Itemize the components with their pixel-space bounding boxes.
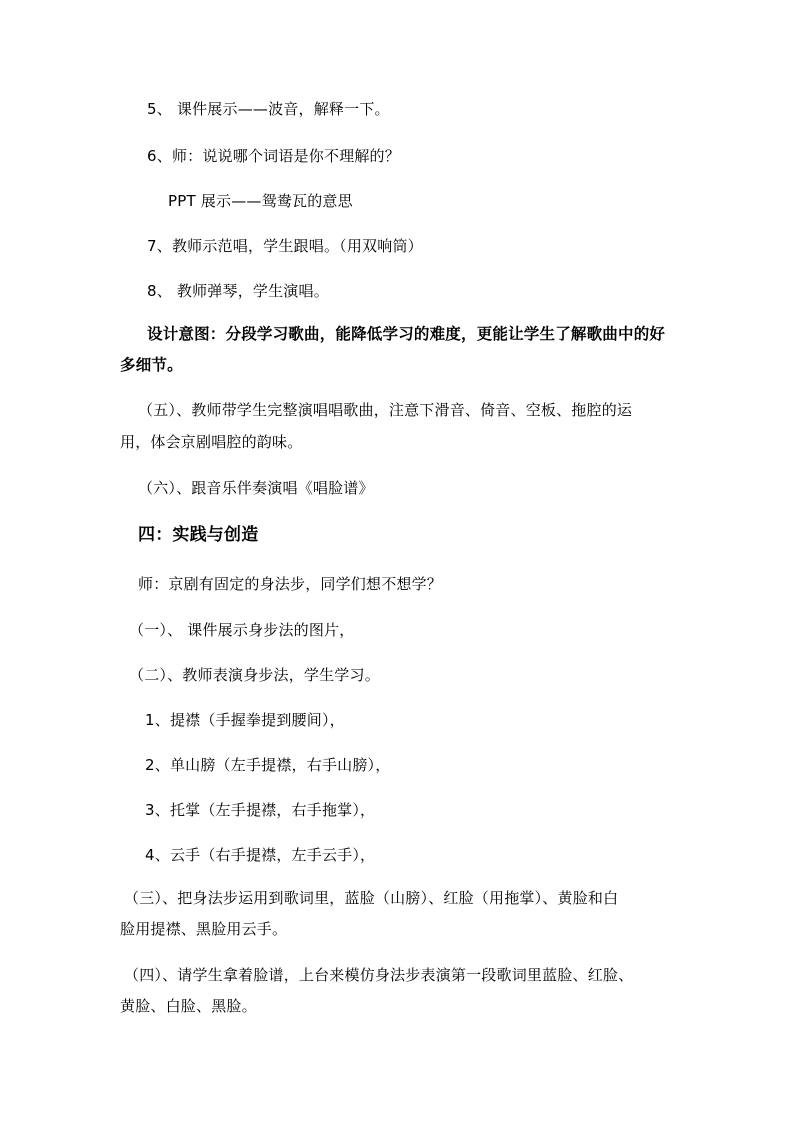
design-intent-line-2: 多细节。	[120, 356, 183, 374]
step-5-line: 5、 课件展示——波音，解释一下。	[147, 100, 390, 118]
sub-4-line-2: 黄脸、白脸、黑脸。	[120, 997, 257, 1015]
step-7-line: 7、教师示范唱，学生跟唱。（用双响筒）	[147, 237, 423, 255]
section-heading: 四：实践与创造	[138, 525, 259, 545]
move-4-line: 4、云手（右手提襟，左手云手），	[145, 846, 376, 864]
sub-1-line: （一）、 课件展示身步法的图片，	[129, 621, 355, 639]
move-3-line: 3、托掌（左手提襟，右手拖掌），	[145, 801, 376, 819]
design-intent-line-1: 设计意图：分段学习歌曲，能降低学习的难度，更能让学生了解歌曲中的好	[147, 325, 666, 343]
sub-4-line-1: （四）、请学生拿着脸谱，上台来模仿身法步表演第一段歌词里蓝脸、红脸、	[124, 966, 634, 984]
section-6-line: （六）、跟音乐伴奏演唱《唱脸谱》	[138, 479, 374, 497]
sub-3-line-1: （三）、把身法步运用到歌词里，蓝脸（山膀）、红脸（用拖掌）、黄脸和白	[124, 889, 619, 907]
ppt-line: PPT 展示——鸳鸯瓦的意思	[168, 192, 353, 210]
section-5-line-1: （五）、教师带学生完整演唱唱歌曲，注意下滑音、倚音、空板、拖腔的运	[138, 401, 633, 419]
sub-2-line: （二）、教师表演身步法，学生学习。	[129, 666, 380, 684]
move-1-line: 1、提襟（手握拳提到腰间），	[145, 711, 345, 729]
step-8-line: 8、 教师弹琴，学生演唱。	[147, 282, 329, 300]
teacher-question-line: 师：京剧有固定的身法步，同学们想不想学？	[138, 575, 443, 593]
step-6-line: 6、师：说说哪个词语是你不理解的？	[147, 147, 400, 165]
sub-3-line-2: 脸用提襟、黑脸用云手。	[120, 920, 288, 938]
move-2-line: 2、单山膀（左手提襟，右手山膀），	[145, 756, 391, 774]
section-5-line-2: 用，体会京剧唱腔的韵味。	[120, 433, 303, 451]
